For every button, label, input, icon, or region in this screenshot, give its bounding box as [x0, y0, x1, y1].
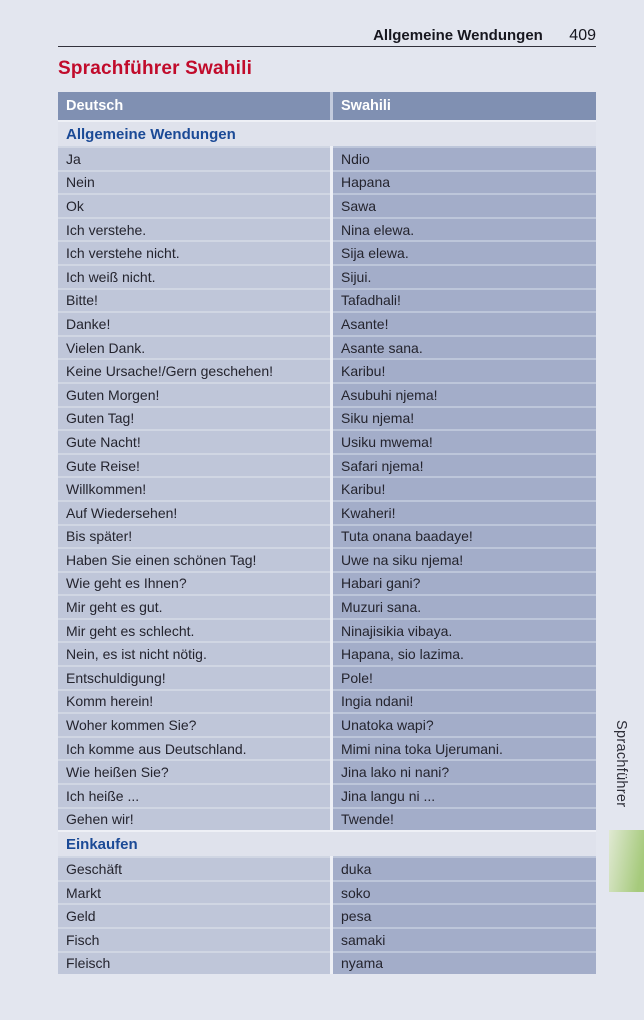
table-row	[58, 618, 596, 642]
cell-swahili: Nina elewa.	[333, 217, 596, 241]
side-tab-marker	[609, 830, 644, 892]
cell-swahili: Kwaheri!	[333, 500, 596, 524]
cell-deutsch: Bitte!	[58, 288, 330, 312]
cell-deutsch: Mir geht es schlecht.	[58, 618, 330, 642]
side-tab-label: Sprachführer	[613, 720, 629, 808]
table-row	[58, 288, 596, 312]
table-row	[58, 736, 596, 760]
cell-deutsch: Mir geht es gut.	[58, 594, 330, 618]
cell-deutsch: Entschuldigung!	[58, 665, 330, 689]
cell-deutsch: Geschäft	[58, 856, 330, 880]
table-row	[58, 453, 596, 477]
cell-swahili: Twende!	[333, 807, 596, 831]
cell-swahili: Karibu!	[333, 476, 596, 500]
table-row	[58, 217, 596, 241]
cell-swahili: Ndio	[333, 146, 596, 170]
table-row	[58, 311, 596, 335]
table-row	[58, 880, 596, 904]
cell-swahili: Tuta onana baadaye!	[333, 524, 596, 548]
cell-swahili: nyama	[333, 951, 596, 975]
cell-swahili: Hapana	[333, 170, 596, 194]
table-row	[58, 689, 596, 713]
table-row	[58, 358, 596, 382]
table-row	[58, 665, 596, 689]
cell-swahili: duka	[333, 856, 596, 880]
table-row	[58, 170, 596, 194]
cell-swahili: Sawa	[333, 193, 596, 217]
table-header-row	[58, 92, 596, 120]
cell-deutsch: Ich verstehe nicht.	[58, 240, 330, 264]
table-row	[58, 641, 596, 665]
table-row	[58, 335, 596, 359]
table-row	[58, 146, 596, 170]
cell-deutsch: Auf Wiedersehen!	[58, 500, 330, 524]
table-row	[58, 927, 596, 951]
running-header	[58, 27, 596, 45]
cell-swahili: samaki	[333, 927, 596, 951]
cell-deutsch: Bis später!	[58, 524, 330, 548]
table-row	[58, 382, 596, 406]
cell-swahili: Hapana, sio lazima.	[333, 641, 596, 665]
cell-deutsch: Fisch	[58, 927, 330, 951]
cell-deutsch: Guten Tag!	[58, 406, 330, 430]
cell-deutsch: Komm herein!	[58, 689, 330, 713]
table-row	[58, 594, 596, 618]
cell-deutsch: Gehen wir!	[58, 807, 330, 831]
cell-deutsch: Nein	[58, 170, 330, 194]
cell-swahili: Sija elewa.	[333, 240, 596, 264]
cell-swahili: Usiku mwema!	[333, 429, 596, 453]
cell-swahili: Jina langu ni ...	[333, 783, 596, 807]
table-row	[58, 807, 596, 831]
table-row	[58, 524, 596, 548]
cell-deutsch: Markt	[58, 880, 330, 904]
cell-swahili: Ingia ndani!	[333, 689, 596, 713]
table-row	[58, 903, 596, 927]
running-header-page-number: 409	[569, 27, 596, 44]
table-row	[58, 193, 596, 217]
table-row	[58, 712, 596, 736]
cell-deutsch: Haben Sie einen schönen Tag!	[58, 547, 330, 571]
cell-deutsch: Vielen Dank.	[58, 335, 330, 359]
running-header-section-title: Allgemeine Wendungen	[373, 27, 543, 44]
table-row	[58, 856, 596, 880]
cell-deutsch: Gute Nacht!	[58, 429, 330, 453]
cell-deutsch: Willkommen!	[58, 476, 330, 500]
cell-swahili: Sijui.	[333, 264, 596, 288]
cell-swahili: Karibu!	[333, 358, 596, 382]
cell-deutsch: Keine Ursache!/Gern geschehen!	[58, 358, 330, 382]
cell-swahili: Asubuhi njema!	[333, 382, 596, 406]
cell-deutsch: Ja	[58, 146, 330, 170]
cell-deutsch: Nein, es ist nicht nötig.	[58, 641, 330, 665]
cell-swahili: pesa	[333, 903, 596, 927]
cell-deutsch: Woher kommen Sie?	[58, 712, 330, 736]
cell-deutsch: Gute Reise!	[58, 453, 330, 477]
column-header-swahili: Swahili	[341, 98, 391, 114]
cell-deutsch: Ich heiße ...	[58, 783, 330, 807]
cell-swahili: Uwe na siku njema!	[333, 547, 596, 571]
cell-deutsch: Guten Morgen!	[58, 382, 330, 406]
cell-swahili: Ninajisikia vibaya.	[333, 618, 596, 642]
table-row	[58, 476, 596, 500]
table-row	[58, 406, 596, 430]
cell-deutsch: Ich komme aus Deutschland.	[58, 736, 330, 760]
table-row	[58, 264, 596, 288]
cell-deutsch: Ich verstehe.	[58, 217, 330, 241]
cell-swahili: Unatoka wapi?	[333, 712, 596, 736]
cell-swahili: Habari gani?	[333, 571, 596, 595]
table-body	[58, 120, 596, 974]
cell-deutsch: Wie heißen Sie?	[58, 759, 330, 783]
phrasebook-table	[58, 92, 596, 974]
cell-deutsch: Wie geht es Ihnen?	[58, 571, 330, 595]
table-row	[58, 759, 596, 783]
cell-deutsch: Ok	[58, 193, 330, 217]
cell-swahili: Asante!	[333, 311, 596, 335]
page-title: Sprachführer Swahili	[58, 58, 253, 79]
cell-swahili: Safari njema!	[333, 453, 596, 477]
cell-swahili: Pole!	[333, 665, 596, 689]
cell-swahili: soko	[333, 880, 596, 904]
table-row	[58, 951, 596, 975]
cell-swahili: Tafadhali!	[333, 288, 596, 312]
cell-deutsch: Geld	[58, 903, 330, 927]
column-header-deutsch: Deutsch	[66, 98, 124, 114]
table-row	[58, 500, 596, 524]
cell-swahili: Mimi nina toka Ujerumani.	[333, 736, 596, 760]
header-rule	[58, 46, 596, 47]
table-row	[58, 571, 596, 595]
section-header-row: Allgemeine Wendungen	[58, 120, 596, 146]
table-row	[58, 240, 596, 264]
table-row	[58, 429, 596, 453]
cell-deutsch: Danke!	[58, 311, 330, 335]
table-row	[58, 783, 596, 807]
cell-swahili: Siku njema!	[333, 406, 596, 430]
cell-deutsch: Fleisch	[58, 951, 330, 975]
cell-swahili: Jina lako ni nani?	[333, 759, 596, 783]
cell-swahili: Asante sana.	[333, 335, 596, 359]
cell-swahili: Muzuri sana.	[333, 594, 596, 618]
table-row	[58, 547, 596, 571]
cell-deutsch: Ich weiß nicht.	[58, 264, 330, 288]
section-header-row: Einkaufen	[58, 830, 596, 856]
